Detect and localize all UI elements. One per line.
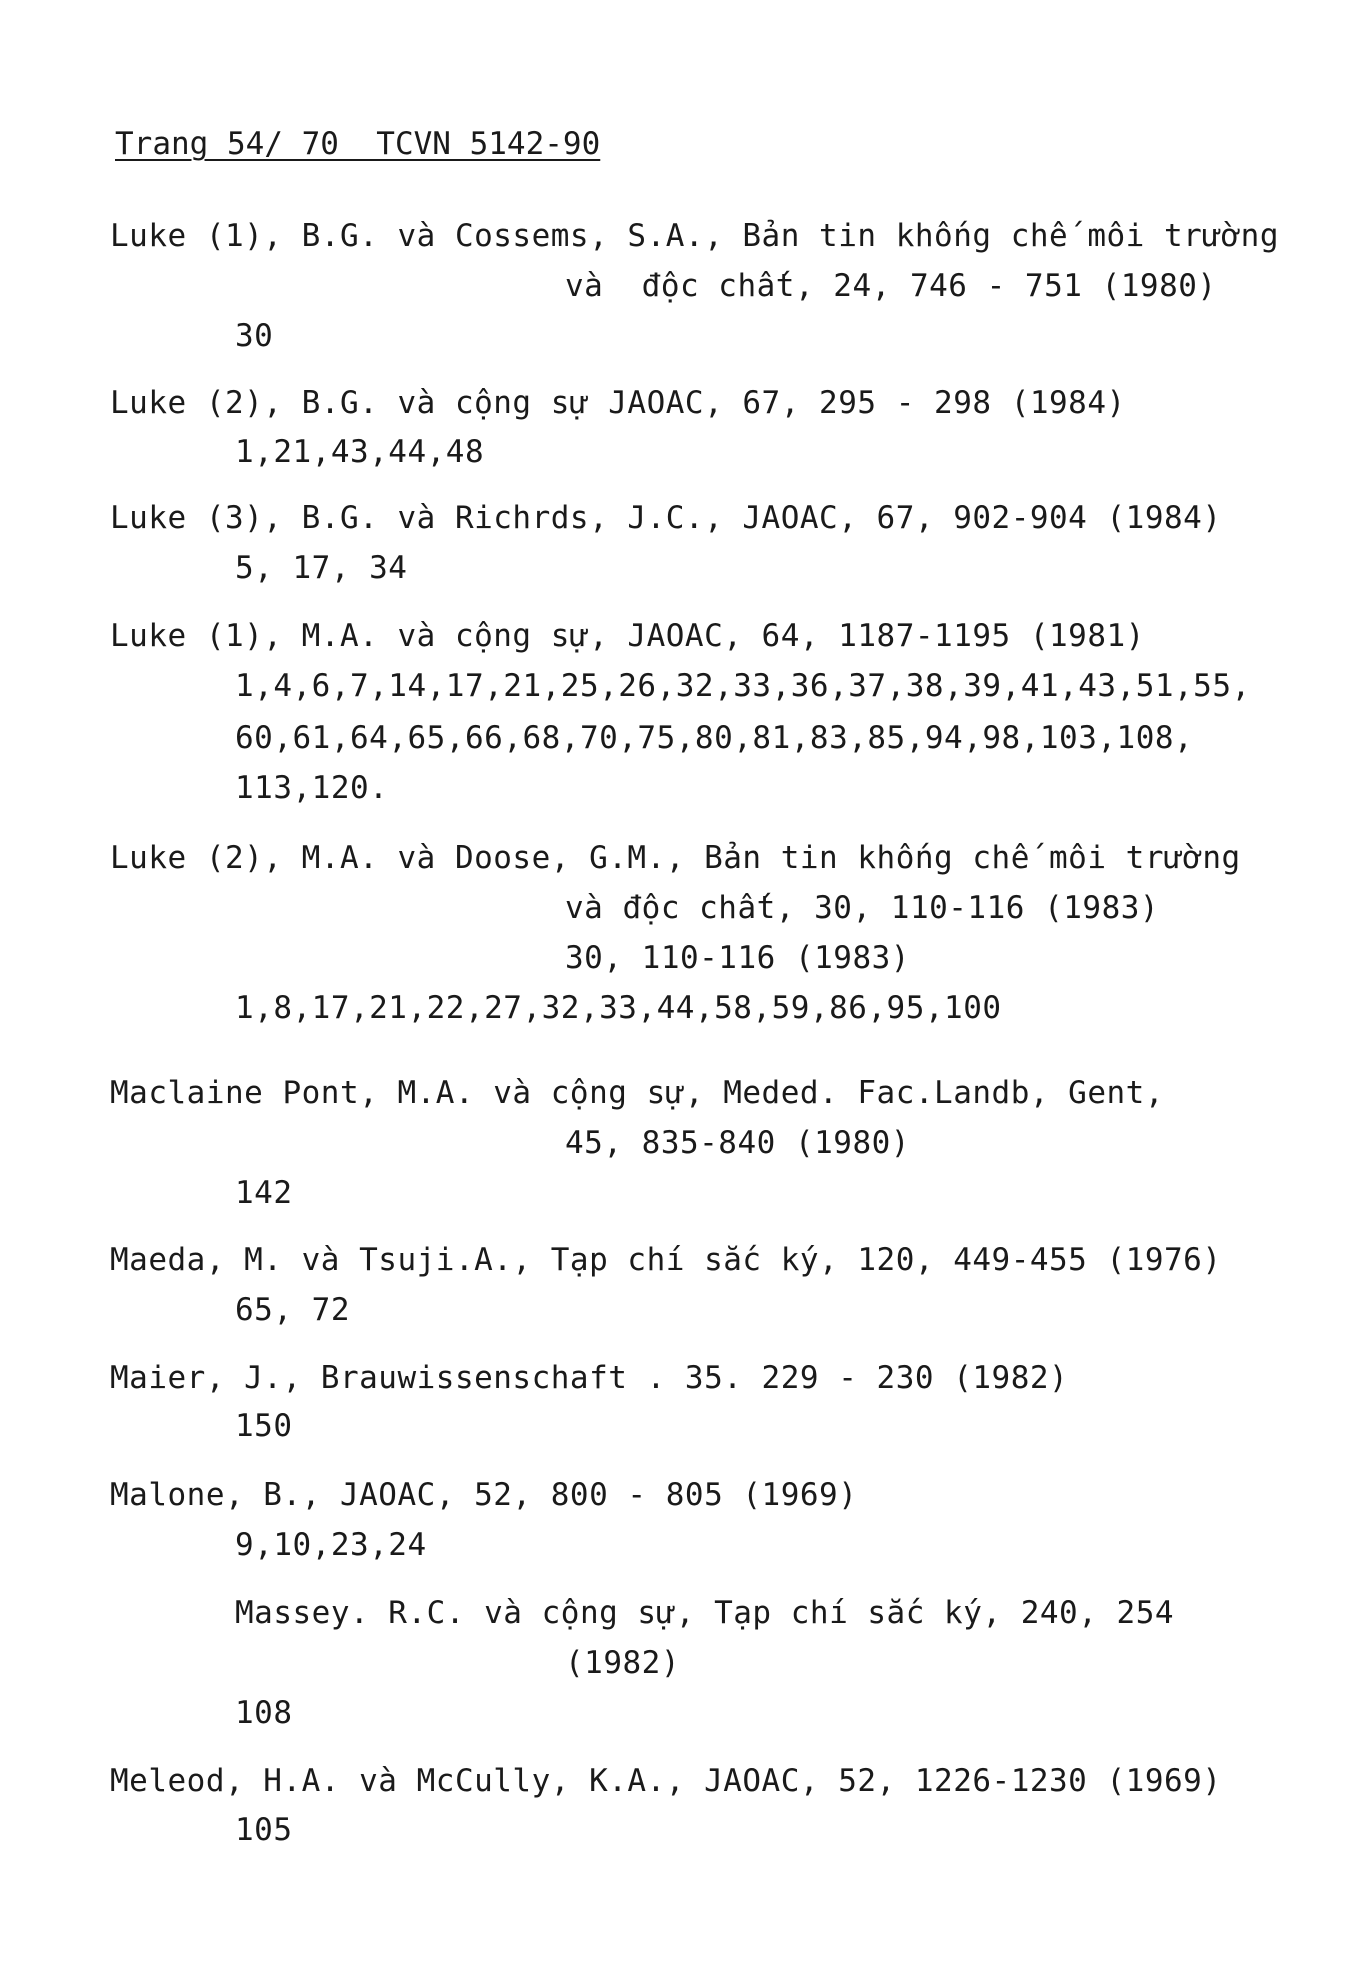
- reference-continuation: 30, 110-116 (1983): [565, 940, 910, 976]
- reference-entry: Luke (2), M.A. và Doose, G.M., Bản tin khống chế môi trường: [110, 840, 1241, 876]
- reference-pages: 1,4,6,7,14,17,21,25,26,32,33,36,37,38,39,41,43,51,55,: [235, 668, 1251, 704]
- reference-entry: Luke (1), B.G. và Cossems, S.A., Bản tin khống chế môi trường: [110, 218, 1279, 254]
- reference-pages: 142: [235, 1175, 293, 1211]
- reference-entry: Massey. R.C. và cộng sự, Tạp chí sắc ký, 240, 254: [235, 1595, 1175, 1631]
- reference-pages: 1,8,17,21,22,27,32,33,44,58,59,86,95,100: [235, 990, 1002, 1026]
- reference-entry: Luke (1), M.A. và cộng sự, JAOAC, 64, 1187-1195 (1981): [110, 618, 1145, 654]
- reference-continuation: và độc chất, 30, 110-116 (1983): [565, 890, 1160, 926]
- page-header: Trang 54/ 70 TCVN 5142-90: [115, 126, 601, 162]
- reference-pages: 60,61,64,65,66,68,70,75,80,81,83,85,94,98,103,108,: [235, 720, 1194, 756]
- reference-entry: Maier, J., Brauwissenschaft . 35. 229 - 230 (1982): [110, 1360, 1069, 1396]
- reference-pages: 65, 72: [235, 1292, 350, 1328]
- reference-pages: 113,120.: [235, 770, 389, 806]
- reference-pages: 5, 17, 34: [235, 550, 408, 586]
- reference-pages: 108: [235, 1695, 293, 1731]
- reference-entry: Maeda, M. và Tsuji.A., Tạp chí sắc ký, 120, 449-455 (1976): [110, 1242, 1222, 1278]
- reference-pages: 105: [235, 1812, 293, 1848]
- reference-entry: Maclaine Pont, M.A. và cộng sự, Meded. Fac.Landb, Gent,: [110, 1075, 1164, 1111]
- reference-pages: 150: [235, 1408, 293, 1444]
- reference-continuation: 45, 835-840 (1980): [565, 1125, 910, 1161]
- reference-pages: 30: [235, 318, 274, 354]
- reference-pages: 1,21,43,44,48: [235, 434, 485, 470]
- reference-entry: Luke (2), B.G. và cộng sự JAOAC, 67, 295 - 298 (1984): [110, 385, 1126, 421]
- reference-entry: Malone, B., JAOAC, 52, 800 - 805 (1969): [110, 1477, 858, 1513]
- reference-entry: Meleod, H.A. và McCully, K.A., JAOAC, 52, 1226-1230 (1969): [110, 1763, 1222, 1799]
- reference-entry: Luke (3), B.G. và Richrds, J.C., JAOAC, 67, 902-904 (1984): [110, 500, 1222, 536]
- reference-continuation: và độc chất, 24, 746 - 751 (1980): [565, 268, 1217, 304]
- reference-continuation: (1982): [565, 1645, 680, 1681]
- reference-pages: 9,10,23,24: [235, 1527, 427, 1563]
